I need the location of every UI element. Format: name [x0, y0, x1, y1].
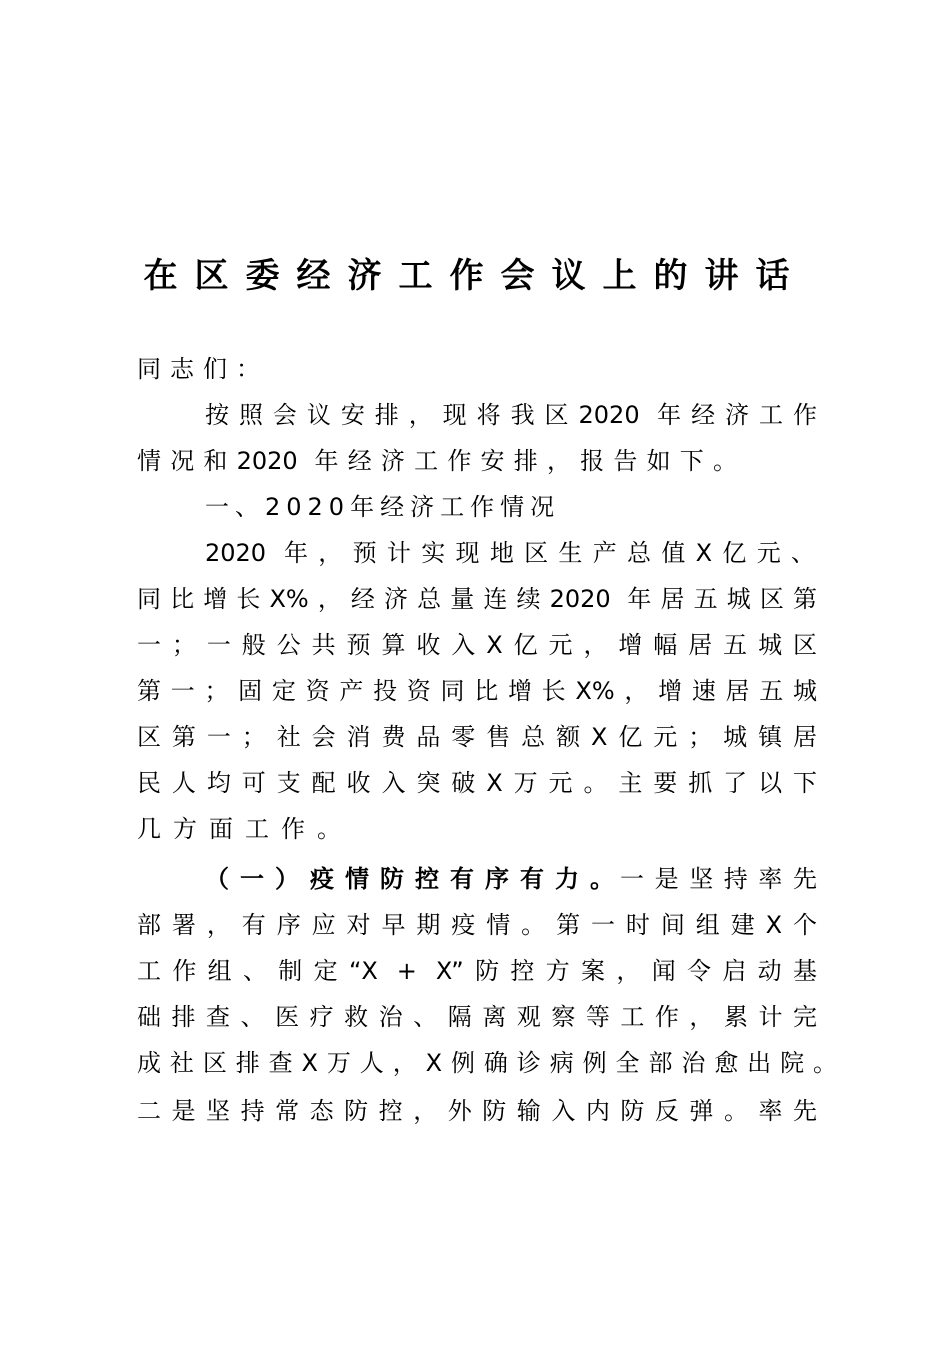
- paragraph-line: 2020 年，预计实现地区生产总值X亿元、: [205, 539, 815, 567]
- paragraph-line: 一；一般公共预算收入X亿元，增幅居五城区: [137, 631, 817, 659]
- document-title: 在区委经济工作会议上的讲话: [143, 256, 807, 296]
- subsection-heading-label: （一）疫情防控有序有力。: [205, 865, 625, 893]
- section-heading: 一、2020年经济工作情况: [205, 493, 561, 521]
- subsection-heading: [205, 862, 625, 896]
- paragraph-line: 础排查、医疗救治、隔离观察等工作，累计完: [137, 1003, 817, 1031]
- paragraph-line: 工作组、制定“X + X”防控方案，闻令启动基: [137, 957, 817, 985]
- paragraph-line: 二是坚持常态防控，外防输入内防反弹。率先: [137, 1097, 817, 1125]
- salutation: 同志们：: [137, 355, 269, 383]
- paragraph-line: 民人均可支配收入突破X万元。主要抓了以下: [137, 769, 817, 797]
- paragraph-line: 几方面工作。: [137, 815, 353, 843]
- paragraph-line: 第一；固定资产投资同比增长X%，增速居五城: [137, 677, 817, 705]
- paragraph-line: 一是坚持率先: [620, 865, 817, 893]
- paragraph-line: 成社区排查X万人，X例确诊病例全部治愈出院。: [137, 1049, 837, 1077]
- paragraph-line: 部署，有序应对早期疫情。第一时间组建X个: [137, 911, 817, 939]
- paragraph-line: 情况和2020 年经济工作安排，报告如下。: [137, 447, 737, 475]
- paragraph-line: 按照会议安排，现将我区2020 年经济工作: [205, 401, 817, 429]
- paragraph-line: 同比增长X%，经济总量连续2020 年居五城区第: [137, 585, 817, 613]
- paragraph-line: 区第一；社会消费品零售总额X亿元；城镇居: [137, 723, 817, 751]
